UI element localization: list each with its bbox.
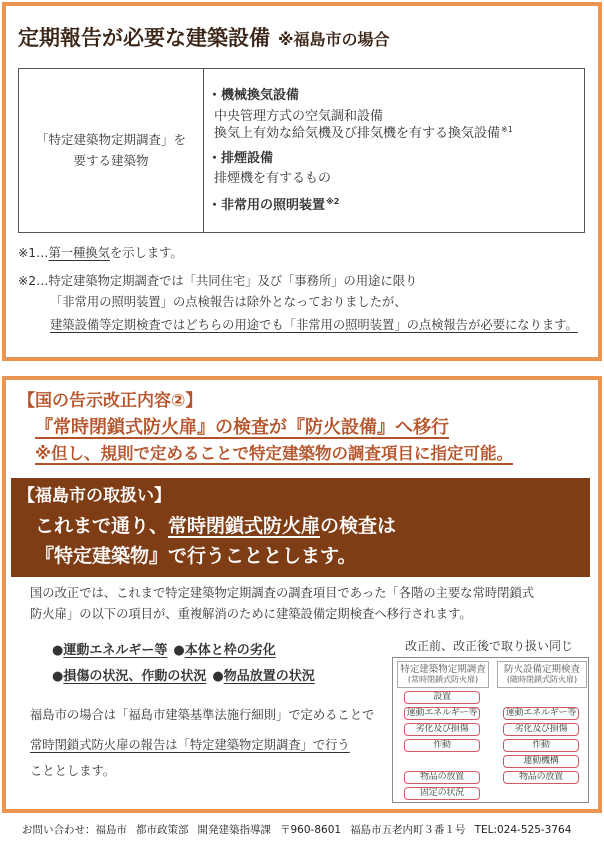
footnote-2-line: 「非常用の照明装置」の点検報告は除外となっておりましたが、 (50, 295, 407, 309)
city-policy-line: 『特定建築物』で行うこととします。 (35, 545, 357, 567)
moved-item-text: 物品放置の状況 (223, 669, 315, 684)
equipment-list-cell (204, 69, 584, 232)
bullet-icon: ● (52, 643, 64, 658)
before-item-pill: 固定の状況 (404, 787, 480, 800)
footnote-1 (18, 247, 183, 259)
moved-item-text: 本体と枠の劣化 (184, 643, 276, 658)
list-item (212, 670, 314, 683)
bullet-icon: ● (52, 669, 64, 684)
ventilation-detail: 中央管理方式の空気調和設備 (214, 109, 384, 124)
contact-phone: TEL:024-525-3764 (474, 824, 572, 836)
equipment-table (18, 68, 585, 233)
contact-address: 福島市五老内町３番１号 (350, 824, 466, 836)
city-policy-banner (11, 478, 590, 577)
after-column-subtitle: (随時閉鎖式防火扉) (506, 675, 578, 685)
city-policy-suffix: の検査は (320, 515, 397, 537)
after-column-title: 防火設備定期検査 (503, 663, 580, 675)
contact-section: 開発建築指導課 (197, 824, 271, 836)
contact-label: お問い合わせ：福島市 (22, 824, 127, 836)
city-policy-heading: 【福島市の取扱い】 (18, 486, 171, 506)
footnote-ref-1: ※1 (501, 124, 513, 134)
building-type-line: 「特定建築物定期調査」を (35, 131, 186, 147)
ventilation-heading: ・機械換気設備 (208, 88, 300, 103)
bullet-icon: ● (212, 669, 224, 684)
city-policy-term: 常時閉鎖式防火扉 (168, 515, 321, 537)
list-item (52, 644, 167, 657)
city-policy-line (35, 517, 396, 536)
before-column-subtitle: (常時閉鎖式防火扉) (407, 675, 479, 685)
comparison-table (392, 657, 589, 803)
before-column-title: 特定建築物定期調査 (400, 663, 486, 675)
before-item-pill: 作動 (404, 739, 480, 752)
footnote-2-emphasis: 建築設備等定期検査ではどちらの用途でも「非常用の照明装置」の点検報告が必要になります。 (50, 318, 578, 332)
after-column-header (497, 661, 587, 688)
revision-heading: 【国の告示改正内容②】 (18, 391, 203, 411)
moved-item-text: 損傷の状況、作動の状況 (63, 669, 207, 684)
after-item-pill: 劣化及び損傷 (503, 723, 579, 736)
before-item-pill: 物品の放置 (404, 771, 480, 784)
city-case-line: 福島市の場合は「福島市建築基準法施行細則」で定めることで (30, 708, 375, 722)
before-item-pill: 劣化及び損傷 (404, 723, 480, 736)
after-item-pill: 作動 (503, 739, 579, 752)
explanation-line: 防火扉」の以下の項目が、重複解消のために建築設備定期検査へ移行されます。 (30, 607, 472, 621)
contact-department: 都市政策部 (136, 824, 189, 836)
revision-change: 『常時閉鎖式防火扉』の検査が『防火設備』へ移行 (35, 417, 449, 438)
contact-footer (22, 825, 571, 836)
emergency-lighting-text: ・非常用の照明装置 (208, 198, 326, 213)
before-item-pill: 運動エネルギー等 (404, 707, 480, 720)
building-type-cell (19, 69, 204, 232)
ventilation-detail (214, 124, 513, 141)
footnote-2-line: ※2…特定建築物定期調査では「共同住宅」及び「事務所」の用途に限り (18, 274, 418, 288)
before-item-pill: 設置 (404, 691, 480, 704)
moved-items-row (52, 644, 276, 657)
after-item-pill: 運動エネルギー等 (503, 707, 579, 720)
city-policy-prefix: これまで通り、 (35, 515, 169, 537)
list-item (52, 670, 206, 683)
revision-proviso: ※但し、規則で定めることで特定建築物の調査項目に指定可能。 (35, 444, 514, 463)
footnote-ref-2: ※2 (326, 196, 340, 206)
explanation-line: 国の改正では、これまで特定建築物定期調査の調査項目であった「各階の主要な常時閉鎖式 (30, 586, 535, 600)
footnote-1-term: 第一種換気 (48, 246, 110, 260)
contact-postal-code: 〒960-8601 (280, 824, 342, 836)
after-item-pill: 連動機構 (503, 755, 579, 768)
building-type-line: 要する建築物 (73, 152, 149, 168)
city-case-emphasis: 常時閉鎖式防火扉の報告は「特定建築物定期調査」で行う (30, 738, 350, 752)
ventilation-detail-text: 換気上有効な給気機及び排気機を有する換気設備 (214, 126, 501, 141)
list-item (173, 644, 275, 657)
smoke-exhaust-detail: 排煙機を有するもの (214, 171, 332, 186)
emergency-lighting-heading (208, 196, 340, 213)
title-scope-note: ※福島市の場合 (278, 30, 390, 49)
before-column-header (397, 661, 489, 688)
footnote-1-prefix: ※1… (18, 246, 49, 260)
footnote-1-suffix: を示します。 (109, 246, 183, 260)
comparison-caption: 改正前、改正後で取り扱い同じ (405, 639, 574, 653)
moved-items-row (52, 670, 315, 683)
city-case-line: こととします。 (30, 764, 116, 778)
bullet-icon: ● (173, 643, 185, 658)
page-title (18, 28, 390, 49)
moved-item-text: 運動エネルギー等 (63, 643, 168, 658)
after-item-pill: 物品の放置 (503, 771, 579, 784)
smoke-exhaust-heading: ・排煙設備 (208, 151, 274, 166)
title-main: 定期報告が必要な建築設備 (18, 26, 270, 50)
